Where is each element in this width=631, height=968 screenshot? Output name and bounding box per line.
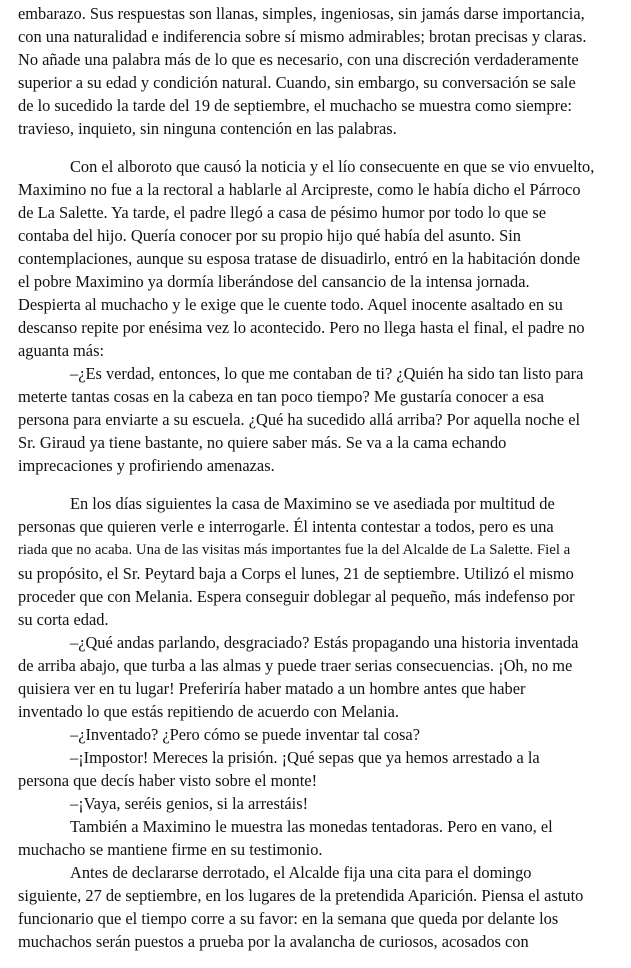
text-line: muchacho se mantiene firme en su testimonio.: [18, 840, 323, 859]
text-line: travieso, inquieto, sin ninguna contención en las palabras.: [18, 119, 397, 138]
text-line: Sr. Giraud ya tiene bastante, no quiere saber más. Se va a la cama echando: [18, 433, 507, 452]
text-line: quisiera ver en tu lugar! Preferiría haber matado a un hombre antes que haber: [18, 679, 526, 698]
text-line: su propósito, el Sr. Peytard baja a Corps el lunes, 21 de septiembre. Utilizó el mismo: [18, 564, 574, 583]
text-line: de arriba abajo, que turba a las almas y puede traer serias consecuencias. ¡Oh, no me: [18, 656, 573, 675]
text-line: el pobre Maximino ya dormía liberándose del cansancio de la intensa jornada.: [18, 272, 530, 291]
text-line: Maximino no fue a la rectoral a hablarle al Arcipreste, como le había dicho el Párroco: [18, 180, 581, 199]
text-line: funcionario que el tiempo corre a su favor: en la semana que queda por delante los: [18, 909, 559, 928]
text-line: embarazo. Sus respuestas son llanas, simples, ingeniosas, sin jamás darse importancia,: [18, 4, 585, 23]
text-line: superior a su edad y condición natural. Cuando, sin embargo, su conversación se sale: [18, 73, 576, 92]
text-line: imprecaciones y profiriendo amenazas.: [18, 456, 275, 475]
dialogue-line: –¿Inventado? ¿Pero cómo se puede inventar tal cosa?: [70, 725, 420, 744]
dialogue-line: –¡Impostor! Mereces la prisión. ¡Qué sepas que ya hemos arrestado a la: [70, 748, 540, 767]
dialogue-line: –¿Es verdad, entonces, lo que me contaban de ti? ¿Quién ha sido tan listo para: [70, 364, 584, 383]
text-line: meterte tantas cosas en la cabeza en tan poco tiempo? Me gustaría conocer a esa: [18, 387, 545, 406]
paragraph-start-line: Antes de declararse derrotado, el Alcalde fija una cita para el domingo: [70, 863, 532, 882]
text-line: persona que decís haber visto sobre el monte!: [18, 771, 318, 790]
text-line-small: riada que no acaba. Una de las visitas más importantes fue la del Alcalde de La Salette. Fiel a: [18, 542, 571, 558]
dialogue-line: –¿Qué andas parlando, desgraciado? Estás propagando una historia inventada: [70, 633, 579, 652]
text-line: con una naturalidad e indiferencia sobre sí mismo admirables; brotan precisas y claras.: [18, 27, 587, 46]
text-line: contaba del hijo. Quería conocer por su propio hijo qué había del asunto. Sin: [18, 226, 521, 245]
text-line: persona para enviarte a su escuela. ¿Qué ha sucedido allá arriba? Por aquella noche el: [18, 410, 581, 429]
text-line: descanso repite por enésima vez lo acontecido. Pero no llega hasta el final, el padre no: [18, 318, 585, 337]
text-line: Despierta al muchacho y le exige que le cuente todo. Aquel inocente asaltado en su: [18, 295, 563, 314]
text-line: personas que quieren verle e interrogarle. Él intenta contestar a todos, pero es una: [18, 517, 554, 536]
text-line: de La Salette. Ya tarde, el padre llegó a casa de pésimo humor por todo lo que se: [18, 203, 546, 222]
text-line: No añade una palabra más de lo que es necesario, con una discreción verdaderamente: [18, 50, 579, 69]
text-line: aguanta más:: [18, 341, 105, 360]
paragraph-start-line: En los días siguientes la casa de Maximino se ve asediada por multitud de: [70, 494, 555, 513]
text-line: su corta edad.: [18, 610, 109, 629]
text-line: muchachos serán puestos a prueba por la avalancha de curiosos, acosados con: [18, 932, 529, 951]
text-line: proceder que con Melania. Espera conseguir doblegar al pequeño, más indefenso por: [18, 587, 575, 606]
text-line: siguiente, 27 de septiembre, en los lugares de la pretendida Aparición. Piensa el astuto: [18, 886, 584, 905]
paragraph-start-line: Con el alboroto que causó la noticia y el lío consecuente en que se vio envuelto,: [70, 157, 595, 176]
text-line: inventado lo que estás repitiendo de acuerdo con Melania.: [18, 702, 399, 721]
dialogue-line: –¡Vaya, seréis genios, si la arrestáis!: [70, 794, 309, 813]
paragraph-start-line: También a Maximino le muestra las monedas tentadoras. Pero en vano, el: [70, 817, 553, 836]
text-line: de lo sucedido la tarde del 19 de septiembre, el muchacho se muestra como siempre:: [18, 96, 572, 115]
text-line: contemplaciones, aunque su esposa tratase de disuadirlo, entró en la habitación donde: [18, 249, 581, 268]
